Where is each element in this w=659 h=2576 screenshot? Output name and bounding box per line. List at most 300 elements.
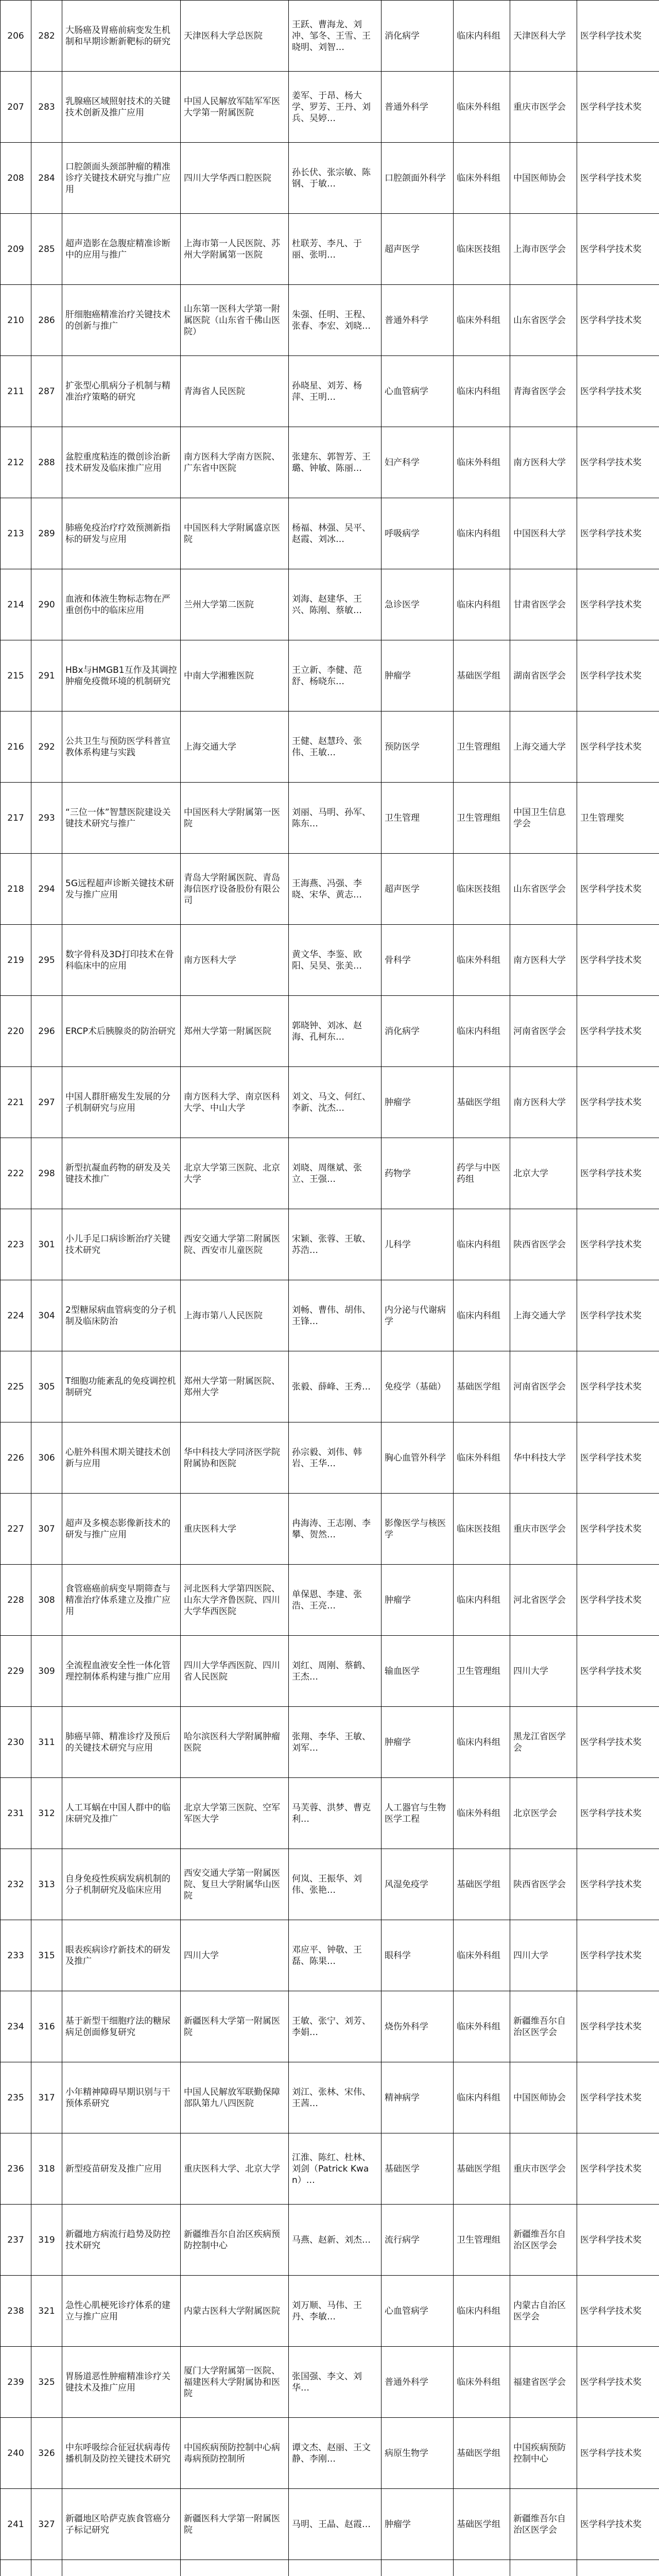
recommending-unit: 山东省医学会 — [510, 854, 577, 925]
project-number: 282 — [31, 1, 62, 72]
specialty-field: 心血管病学 — [381, 356, 454, 427]
project-title: 中国人群肝癌发生发展的分子机制研究与应用 — [62, 1067, 181, 1138]
project-number: 283 — [31, 72, 62, 143]
recommending-unit: 福建省医学会 — [510, 2347, 577, 2418]
completing-people: 马明、王晶、赵霞… — [289, 2489, 381, 2560]
recommending-unit: 重庆市医学会 — [510, 1494, 577, 1565]
recommending-unit: 南方医科大学 — [510, 1067, 577, 1138]
project-title: 肺癌免疫治疗疗效预测新指标的研发与应用 — [62, 498, 181, 569]
project-title: 新型疫苗研发及推广应用 — [62, 2133, 181, 2205]
category-group: 基础医学组 — [454, 1849, 510, 1920]
category-group: 基础医学组 — [454, 2489, 510, 2560]
completing-organization: 天津医科大学总医院 — [181, 1, 289, 72]
completing-people: 王健、赵慧玲、张伟、王敏… — [289, 711, 381, 783]
project-title: 新疆地区哈萨克族食管癌分子标记研究 — [62, 2489, 181, 2560]
recommending-unit: 陕西省医学会 — [510, 1849, 577, 1920]
row-index: 219 — [1, 925, 31, 996]
recommending-unit: 青海省医学会 — [510, 356, 577, 427]
completing-people: 冉海涛、王志刚、李攀、贺然… — [289, 1494, 381, 1565]
completing-people: 孙长伏、张宗敏、陈钢、于敏… — [289, 143, 381, 214]
table-row — [1, 2062, 659, 2133]
project-number: 287 — [31, 356, 62, 427]
row-index — [1, 2560, 31, 2576]
project-number: 301 — [31, 1209, 62, 1280]
row-index: 234 — [1, 1991, 31, 2062]
project-title: 超声及多模态影像新技术的研发与推广应用 — [62, 1494, 181, 1565]
table-row — [1, 1565, 659, 1636]
completing-organization: 四川大学华西口腔医院 — [181, 143, 289, 214]
completing-people: 王敏、张宁、刘芳、李娟… — [289, 1991, 381, 2062]
specialty-field: 肿瘤学 — [381, 1067, 454, 1138]
completing-organization: 青海省人民医院 — [181, 356, 289, 427]
award-type: 医学科学技术奖 — [577, 2062, 659, 2133]
category-group: 临床内科组 — [454, 356, 510, 427]
specialty-field: 输血医学 — [381, 1636, 454, 1707]
project-number: 321 — [31, 2276, 62, 2347]
category-group: 临床外科组 — [454, 1991, 510, 2062]
completing-organization: 西安交通大学第一附属医院、复旦大学附属华山医院 — [181, 1849, 289, 1920]
table-row — [1, 1920, 659, 1991]
specialty-field: 眼科学 — [381, 1920, 454, 1991]
completing-organization: 新疆医科大学第一附属医院 — [181, 1991, 289, 2062]
project-number — [31, 2560, 62, 2576]
project-number: 284 — [31, 143, 62, 214]
category-group: 临床外科组 — [454, 427, 510, 498]
completing-people: 杜联芳、李凡、于丽、张明… — [289, 214, 381, 285]
award-type: 医学科学技术奖 — [577, 285, 659, 356]
category-group: 临床内科组 — [454, 1, 510, 72]
completing-people: 张翔、李华、王敏、刘军… — [289, 1707, 381, 1778]
row-index: 222 — [1, 1138, 31, 1209]
project-number: 290 — [31, 569, 62, 640]
project-title: 小年精神障碍早期识别与干预体系研究 — [62, 2062, 181, 2133]
category-group: 药学与中医药组 — [454, 1138, 510, 1209]
completing-organization: 四川大学 — [181, 1920, 289, 1991]
completing-organization: 上海市第一人民医院、苏州大学附属第一医院 — [181, 214, 289, 285]
row-index: 228 — [1, 1565, 31, 1636]
completing-people: 朱强、任明、王程、张春、李宏、刘晓… — [289, 285, 381, 356]
table-row — [1, 1494, 659, 1565]
specialty-field: 骨科学 — [381, 925, 454, 996]
project-number: 298 — [31, 1138, 62, 1209]
project-number: 289 — [31, 498, 62, 569]
specialty-field: 超声医学 — [381, 214, 454, 285]
row-index: 210 — [1, 285, 31, 356]
row-index: 221 — [1, 1067, 31, 1138]
row-index: 237 — [1, 2205, 31, 2276]
project-title — [62, 2560, 181, 2576]
award-type: 医学科学技术奖 — [577, 2489, 659, 2560]
project-title: 胃肠道恶性肿瘤精准诊疗关键技术及推广应用 — [62, 2347, 181, 2418]
specialty-field: 肿瘤学 — [381, 1707, 454, 1778]
recommending-unit: 南方医科大学 — [510, 427, 577, 498]
completing-organization: 四川大学华西医院、四川省人民医院 — [181, 1636, 289, 1707]
table-row — [1, 1636, 659, 1707]
completing-organization: 厦门大学附属第一医院、福建医科大学附属协和医院 — [181, 2347, 289, 2418]
row-index: 212 — [1, 427, 31, 498]
award-type: 医学科学技术奖 — [577, 143, 659, 214]
project-title: 食管癌癌前病变早期筛查与精准治疗体系建立及推广应用 — [62, 1565, 181, 1636]
recommending-unit: 内蒙古自治区医学会 — [510, 2276, 577, 2347]
completing-people — [289, 2560, 381, 2576]
category-group: 临床外科组 — [454, 1422, 510, 1494]
recommending-unit: 中国卫生信息学会 — [510, 783, 577, 854]
project-title: 数字骨科及3D打印技术在骨科临床中的应用 — [62, 925, 181, 996]
award-type: 医学科学技术奖 — [577, 1707, 659, 1778]
specialty-field: 超声医学 — [381, 854, 454, 925]
specialty-field: 呼吸病学 — [381, 498, 454, 569]
specialty-field: 风湿免疫学 — [381, 1849, 454, 1920]
table-row — [1, 783, 659, 854]
specialty-field: 胸心血管外科学 — [381, 1422, 454, 1494]
project-title: 中东呼吸综合征冠状病毒传播机制及防控关键技术研究 — [62, 2418, 181, 2489]
project-number: 292 — [31, 711, 62, 783]
recommending-unit: 黑龙江省医学会 — [510, 1707, 577, 1778]
award-type: 医学科学技术奖 — [577, 1494, 659, 1565]
category-group — [454, 2560, 510, 2576]
table-row — [1, 1138, 659, 1209]
completing-people: 谭文杰、赵丽、王文静、李刚… — [289, 2418, 381, 2489]
recommending-unit: 新疆维吾尔自治区医学会 — [510, 2489, 577, 2560]
specialty-field: 肿瘤学 — [381, 1565, 454, 1636]
specialty-field — [381, 2560, 454, 2576]
recommending-unit: 北京大学 — [510, 1138, 577, 1209]
completing-people: 张毅、薛峰、王秀… — [289, 1351, 381, 1422]
completing-people: 刘江、张林、宋伟、王茜… — [289, 2062, 381, 2133]
project-number: 316 — [31, 1991, 62, 2062]
table-row — [1, 1351, 659, 1422]
award-type: 医学科学技术奖 — [577, 1280, 659, 1351]
row-index: 206 — [1, 1, 31, 72]
table-row — [1, 996, 659, 1067]
category-group: 临床外科组 — [454, 925, 510, 996]
award-type: 医学科学技术奖 — [577, 1991, 659, 2062]
completing-organization: 青岛大学附属医院、青岛海信医疗设备股份有限公司 — [181, 854, 289, 925]
recommending-unit: 湖南省医学会 — [510, 640, 577, 711]
table-row — [1, 1422, 659, 1494]
category-group: 临床外科组 — [454, 285, 510, 356]
recommending-unit: 中国医师协会 — [510, 2062, 577, 2133]
award-type: 医学科学技术奖 — [577, 1, 659, 72]
completing-people: 姜军、于昂、杨大学、罗芳、王丹、刘兵、吴婷… — [289, 72, 381, 143]
row-index: 240 — [1, 2418, 31, 2489]
category-group: 卫生管理组 — [454, 2205, 510, 2276]
specialty-field: 消化病学 — [381, 996, 454, 1067]
project-number: 318 — [31, 2133, 62, 2205]
category-group: 临床外科组 — [454, 1920, 510, 1991]
row-index: 232 — [1, 1849, 31, 1920]
project-number: 294 — [31, 854, 62, 925]
specialty-field: 肿瘤学 — [381, 640, 454, 711]
row-index: 217 — [1, 783, 31, 854]
recommending-unit: 重庆市医学会 — [510, 72, 577, 143]
category-group: 临床医技组 — [454, 1494, 510, 1565]
completing-people: 郭晓钟、刘冰、赵海、孔柯东… — [289, 996, 381, 1067]
completing-people: 江淮、陈红、杜林、刘剑（Patrick Kwan）… — [289, 2133, 381, 2205]
project-title: 公共卫生与预防医学科普宣教体系构建与实践 — [62, 711, 181, 783]
project-number: 307 — [31, 1494, 62, 1565]
completing-organization: 兰州大学第二医院 — [181, 569, 289, 640]
table-row — [1, 1280, 659, 1351]
completing-people: 刘文、马文、何红、李新、沈杰… — [289, 1067, 381, 1138]
project-title: 眼表疾病诊疗新技术的研发及推广 — [62, 1920, 181, 1991]
category-group: 基础医学组 — [454, 2418, 510, 2489]
row-index: 229 — [1, 1636, 31, 1707]
project-number: 312 — [31, 1778, 62, 1849]
table-row — [1, 2560, 659, 2576]
completing-people: 何岚、王振华、刘伟、张艳… — [289, 1849, 381, 1920]
category-group: 临床内科组 — [454, 1280, 510, 1351]
project-title: 2型糖尿病血管病变的分子机制及临床防治 — [62, 1280, 181, 1351]
category-group: 临床内科组 — [454, 1565, 510, 1636]
project-title: 5G远程超声诊断关键技术研发与推广应用 — [62, 854, 181, 925]
completing-people: 刘万顺、马伟、王丹、李敏… — [289, 2276, 381, 2347]
project-title: 自身免疫性疾病发病机制的分子机制研究及临床应用 — [62, 1849, 181, 1920]
row-index: 209 — [1, 214, 31, 285]
specialty-field: 预防医学 — [381, 711, 454, 783]
project-number: 297 — [31, 1067, 62, 1138]
recommending-unit: 中国疾病预防控制中心 — [510, 2418, 577, 2489]
completing-organization: 南方医科大学、南京医科大学、中山大学 — [181, 1067, 289, 1138]
project-title: 大肠癌及胃癌前病变发生机制和早期诊断新靶标的研究 — [62, 1, 181, 72]
category-group: 卫生管理组 — [454, 711, 510, 783]
project-number: 317 — [31, 2062, 62, 2133]
row-index: 230 — [1, 1707, 31, 1778]
category-group: 临床外科组 — [454, 72, 510, 143]
project-number: 305 — [31, 1351, 62, 1422]
completing-organization: 西安交通大学第二附属医院、西安市儿童医院 — [181, 1209, 289, 1280]
specialty-field: 烧伤外科学 — [381, 1991, 454, 2062]
category-group: 基础医学组 — [454, 2133, 510, 2205]
completing-organization: 上海市第八人民医院 — [181, 1280, 289, 1351]
project-number: 285 — [31, 214, 62, 285]
recommending-unit: 上海交通大学 — [510, 1280, 577, 1351]
row-index: 214 — [1, 569, 31, 640]
project-title: ERCP术后胰腺炎的防治研究 — [62, 996, 181, 1067]
category-group: 临床医技组 — [454, 854, 510, 925]
completing-people: 刘畅、曹伟、胡伟、王锋… — [289, 1280, 381, 1351]
table-row — [1, 1209, 659, 1280]
recommending-unit: 陕西省医学会 — [510, 1209, 577, 1280]
award-type: 医学科学技术奖 — [577, 2347, 659, 2418]
completing-organization: 哈尔滨医科大学附属肿瘤医院 — [181, 1707, 289, 1778]
completing-people: 王海燕、冯强、李晓、宋华、黄志… — [289, 854, 381, 925]
project-title: 基于新型干细胞疗法的糖尿病足创面修复研究 — [62, 1991, 181, 2062]
table-body — [1, 1, 659, 2576]
award-type: 医学科学技术奖 — [577, 1209, 659, 1280]
recommending-unit: 华中科技大学 — [510, 1422, 577, 1494]
category-group: 临床外科组 — [454, 1778, 510, 1849]
project-title: 口腔颌面头颈部肿瘤的精准诊疗关键技术研究与推广应用 — [62, 143, 181, 214]
row-index: 207 — [1, 72, 31, 143]
row-index: 213 — [1, 498, 31, 569]
completing-people: 马芙蓉、洪梦、曹克利… — [289, 1778, 381, 1849]
table-row — [1, 2205, 659, 2276]
row-index: 236 — [1, 2133, 31, 2205]
recommending-unit: 新疆维吾尔自治区医学会 — [510, 2205, 577, 2276]
project-number: 308 — [31, 1565, 62, 1636]
recommending-unit: 中国医师协会 — [510, 143, 577, 214]
table-row — [1, 1991, 659, 2062]
award-type: 医学科学技术奖 — [577, 711, 659, 783]
recommending-unit: 甘肃省医学会 — [510, 569, 577, 640]
row-index: 225 — [1, 1351, 31, 1422]
specialty-field: 普通外科学 — [381, 285, 454, 356]
project-title: “三位一体”智慧医院建设关键技术研究与推广 — [62, 783, 181, 854]
recommending-unit — [510, 2560, 577, 2576]
recommending-unit: 四川大学 — [510, 1920, 577, 1991]
category-group: 临床内科组 — [454, 569, 510, 640]
completing-people: 马燕、赵新、刘杰… — [289, 2205, 381, 2276]
recommending-unit: 上海市医学会 — [510, 214, 577, 285]
project-number: 291 — [31, 640, 62, 711]
award-type: 医学科学技术奖 — [577, 2205, 659, 2276]
project-title: 超声造影在急腹症精准诊断中的应用与推广 — [62, 214, 181, 285]
completing-organization: 新疆医科大学第一附属医院 — [181, 2489, 289, 2560]
award-type: 医学科学技术奖 — [577, 1351, 659, 1422]
project-title: 扩张型心肌病分子机制与精准治疗策略的研究 — [62, 356, 181, 427]
award-type: 医学科学技术奖 — [577, 640, 659, 711]
completing-people: 刘红、周刚、蔡鹤、王杰… — [289, 1636, 381, 1707]
specialty-field: 口腔颌面外科学 — [381, 143, 454, 214]
recommending-unit: 河南省医学会 — [510, 1351, 577, 1422]
table-row — [1, 854, 659, 925]
category-group: 基础医学组 — [454, 640, 510, 711]
table-row — [1, 1067, 659, 1138]
project-number: 309 — [31, 1636, 62, 1707]
project-title: 人工耳蜗在中国人群中的临床研究及推广 — [62, 1778, 181, 1849]
project-number: 326 — [31, 2418, 62, 2489]
table-row — [1, 427, 659, 498]
recommending-unit: 河北省医学会 — [510, 1565, 577, 1636]
project-title: 急性心肌梗死诊疗体系的建立与推广应用 — [62, 2276, 181, 2347]
project-number: 293 — [31, 783, 62, 854]
project-number: 306 — [31, 1422, 62, 1494]
specialty-field: 药物学 — [381, 1138, 454, 1209]
project-number: 286 — [31, 285, 62, 356]
award-type: 医学科学技术奖 — [577, 2276, 659, 2347]
category-group: 临床外科组 — [454, 2347, 510, 2418]
completing-organization: 河北医科大学第四医院、山东大学齐鲁医院、四川大学华西医院 — [181, 1565, 289, 1636]
table-row — [1, 1707, 659, 1778]
recommending-unit: 北京医学会 — [510, 1778, 577, 1849]
award-type — [577, 2560, 659, 2576]
completing-organization: 南方医科大学南方医院、广东省中医院 — [181, 427, 289, 498]
completing-people: 孙晓星、刘芳、杨萍、王明… — [289, 356, 381, 427]
project-number: 295 — [31, 925, 62, 996]
award-type: 卫生管理奖 — [577, 783, 659, 854]
table-row — [1, 925, 659, 996]
award-type: 医学科学技术奖 — [577, 356, 659, 427]
project-title: T细胞功能紊乱的免疫调控机制研究 — [62, 1351, 181, 1422]
award-type: 医学科学技术奖 — [577, 2133, 659, 2205]
table-row — [1, 72, 659, 143]
project-title: 小儿手足口病诊断治疗关键技术研究 — [62, 1209, 181, 1280]
project-title: 盆腔重度粘连的微创诊治新技术研发及临床推广应用 — [62, 427, 181, 498]
specialty-field: 卫生管理 — [381, 783, 454, 854]
project-title: 肺癌早筛、精准诊疗及预后的关键技术研究与应用 — [62, 1707, 181, 1778]
award-type: 医学科学技术奖 — [577, 996, 659, 1067]
award-type: 医学科学技术奖 — [577, 427, 659, 498]
table-row — [1, 1778, 659, 1849]
category-group: 临床内科组 — [454, 498, 510, 569]
project-number: 313 — [31, 1849, 62, 1920]
recommending-unit: 上海交通大学 — [510, 711, 577, 783]
completing-organization: 山东第一医科大学第一附属医院（山东省千佛山医院） — [181, 285, 289, 356]
project-title: 乳腺癌区域照射技术的关键技术创新及推广应用 — [62, 72, 181, 143]
table-row — [1, 498, 659, 569]
category-group: 卫生管理组 — [454, 1636, 510, 1707]
category-group: 基础医学组 — [454, 1067, 510, 1138]
project-number: 315 — [31, 1920, 62, 1991]
completing-organization: 南方医科大学 — [181, 925, 289, 996]
row-index: 241 — [1, 2489, 31, 2560]
specialty-field: 妇产科学 — [381, 427, 454, 498]
completing-organization: 中国人民解放军联勤保障部队第九八四医院 — [181, 2062, 289, 2133]
recommending-unit: 山东省医学会 — [510, 285, 577, 356]
project-number: 327 — [31, 2489, 62, 2560]
completing-people: 宋颖、张蓉、王敏、苏浩… — [289, 1209, 381, 1280]
award-type: 医学科学技术奖 — [577, 1138, 659, 1209]
specialty-field: 普通外科学 — [381, 2347, 454, 2418]
award-type: 医学科学技术奖 — [577, 1849, 659, 1920]
award-type: 医学科学技术奖 — [577, 1565, 659, 1636]
specialty-field: 人工器官与生物医学工程 — [381, 1778, 454, 1849]
specialty-field: 影像医学与核医学 — [381, 1494, 454, 1565]
category-group: 临床内科组 — [454, 1707, 510, 1778]
row-index: 226 — [1, 1422, 31, 1494]
table-row — [1, 1849, 659, 1920]
table-row — [1, 2418, 659, 2489]
project-title: 心脏外科围术期关键技术创新与应用 — [62, 1422, 181, 1494]
row-index: 224 — [1, 1280, 31, 1351]
completing-people: 张建东、郭智芳、王璐、钟敏、陈丽… — [289, 427, 381, 498]
specialty-field: 基础医学 — [381, 2133, 454, 2205]
recommending-unit: 中国医科大学 — [510, 498, 577, 569]
project-title: 新疆地方病流行趋势及防控技术研究 — [62, 2205, 181, 2276]
table-row — [1, 214, 659, 285]
completing-organization: 郑州大学第一附属医院 — [181, 996, 289, 1067]
category-group: 卫生管理组 — [454, 783, 510, 854]
table-row — [1, 356, 659, 427]
row-index: 211 — [1, 356, 31, 427]
completing-organization: 重庆医科大学 — [181, 1494, 289, 1565]
completing-people: 张国强、李文、刘华… — [289, 2347, 381, 2418]
category-group: 基础医学组 — [454, 1351, 510, 1422]
completing-people: 刘丽、马明、孙军、陈东… — [289, 783, 381, 854]
completing-organization: 内蒙古医科大学附属医院 — [181, 2276, 289, 2347]
completing-organization — [181, 2560, 289, 2576]
completing-organization: 郑州大学第一附属医院、郑州大学 — [181, 1351, 289, 1422]
row-index: 239 — [1, 2347, 31, 2418]
completing-organization: 中国人民解放军陆军军医大学第一附属医院 — [181, 72, 289, 143]
row-index: 220 — [1, 996, 31, 1067]
completing-organization: 中国医科大学附属盛京医院 — [181, 498, 289, 569]
row-index: 231 — [1, 1778, 31, 1849]
row-index: 223 — [1, 1209, 31, 1280]
row-index: 218 — [1, 854, 31, 925]
specialty-field: 免疫学（基础） — [381, 1351, 454, 1422]
completing-people: 王跃、曹海龙、刘冲、邹冬、王雪、王晓明、刘智… — [289, 1, 381, 72]
completing-people: 邓应平、钟敬、王磊、陈果… — [289, 1920, 381, 1991]
specialty-field: 流行病学 — [381, 2205, 454, 2276]
category-group: 临床内科组 — [454, 1209, 510, 1280]
completing-organization: 中国疾病预防控制中心病毒病预防控制所 — [181, 2418, 289, 2489]
completing-organization: 华中科技大学同济医学院附属协和医院 — [181, 1422, 289, 1494]
category-group: 临床内科组 — [454, 2276, 510, 2347]
row-index: 233 — [1, 1920, 31, 1991]
table-row — [1, 285, 659, 356]
